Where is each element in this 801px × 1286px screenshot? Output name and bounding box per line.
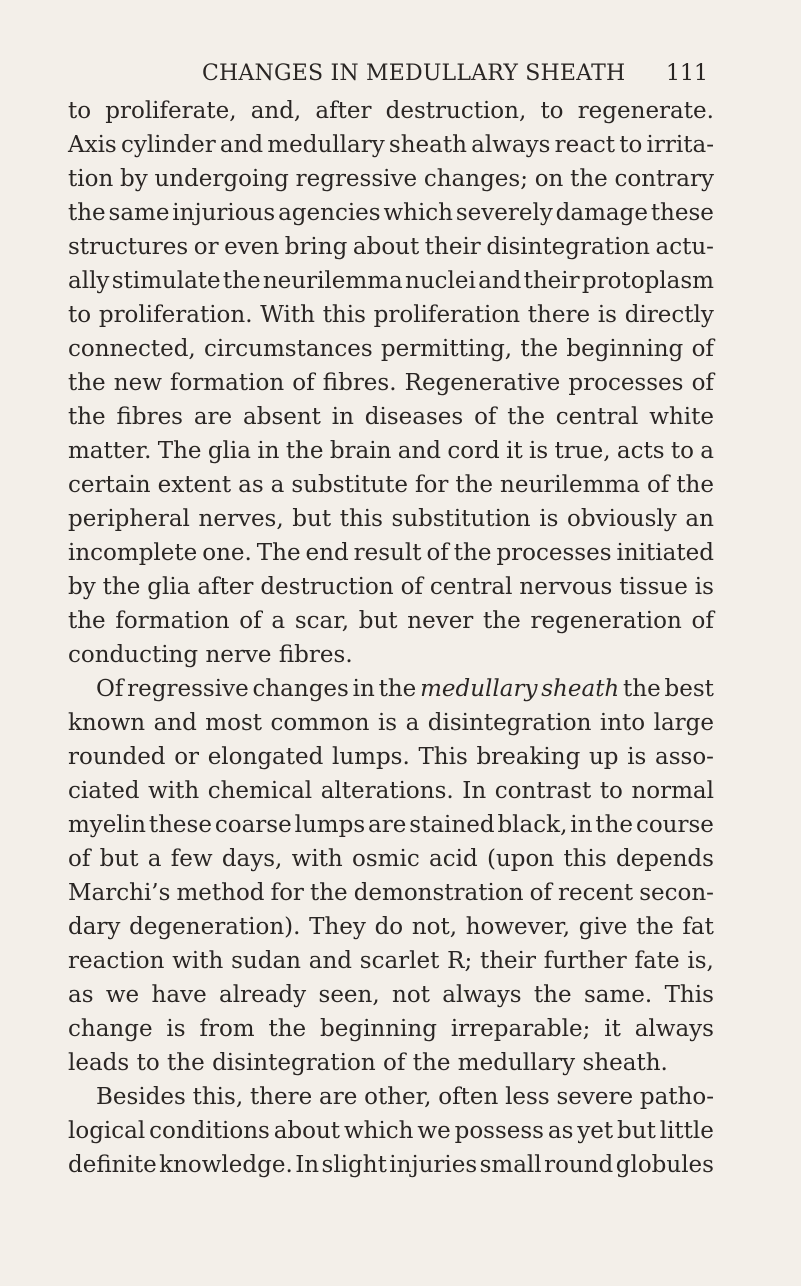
running-title: CHANGES IN MEDULLARY SHEATH <box>202 61 626 86</box>
text-line: to proliferation. With this proliferation there is directly <box>68 302 714 328</box>
text-line: rounded or elongated lumps. This breaking up is asso- <box>68 744 714 770</box>
text-line: structures or even bring about their disintegration actu- <box>68 234 714 260</box>
text-line: incomplete one. The end result of the processes initiated <box>68 540 714 566</box>
text-line: as we have already seen, not always the same. This <box>68 982 714 1008</box>
text-line: Besides this, there are other, often less severe patho- <box>96 1084 714 1110</box>
text-line: change is from the beginning irreparable; it always <box>68 1016 714 1042</box>
body-text <box>68 94 714 1182</box>
text-line: logical conditions about which we possess as yet but little <box>68 1118 714 1144</box>
text-line: the fibres are absent in diseases of the central white <box>68 404 714 430</box>
text-line: definite knowledge. In slight injuries small round globules <box>68 1152 714 1178</box>
paragraph <box>68 94 714 672</box>
text-line: Of regressive changes in the medullary sheath the best <box>96 676 714 702</box>
page-number: 111 <box>666 61 708 86</box>
text-line: reaction with sudan and scarlet R; their further fate is, <box>68 948 714 974</box>
text-line: of but a few days, with osmic acid (upon this depends <box>68 846 714 872</box>
text-line: peripheral nerves, but this substitution is obviously an <box>68 506 714 532</box>
text-line: Marchi’s method for the demonstration of recent secon- <box>68 880 714 906</box>
text-line: myelin these coarse lumps are stained black, in the course <box>68 812 714 838</box>
text-line: the new formation of fibres. Regenerative processes of <box>68 370 714 396</box>
text-line: certain extent as a substitute for the neurilemma of the <box>68 472 714 498</box>
text-line: ally stimulate the neurilemma nuclei and their protoplasm <box>68 268 714 294</box>
text-line: to proliferate, and, after destruction, to regenerate. <box>68 98 714 124</box>
text-line: known and most common is a disintegration into large <box>68 710 714 736</box>
text-line: leads to the disintegration of the medullary sheath. <box>68 1050 668 1076</box>
text-line: the formation of a scar, but never the regeneration of <box>68 608 714 634</box>
paragraph <box>68 672 714 1080</box>
text-line: ciated with chemical alterations. In contrast to normal <box>68 778 714 804</box>
text-line: matter. The glia in the brain and cord it is true, acts to a <box>68 438 714 464</box>
text-line: the same injurious agencies which severely damage these <box>68 200 714 226</box>
text-line: conducting nerve fibres. <box>68 642 353 668</box>
text-line: dary degeneration). They do not, however, give the fat <box>68 914 714 940</box>
text-line: connected, circumstances permitting, the beginning of <box>68 336 714 362</box>
running-head <box>68 58 708 90</box>
text-line: Axis cylinder and medullary sheath always react to irrita- <box>68 132 714 158</box>
paragraph <box>68 1080 714 1182</box>
text-line: tion by undergoing regressive changes; on the contrary <box>68 166 714 192</box>
text-line: by the glia after destruction of central nervous tissue is <box>68 574 714 600</box>
